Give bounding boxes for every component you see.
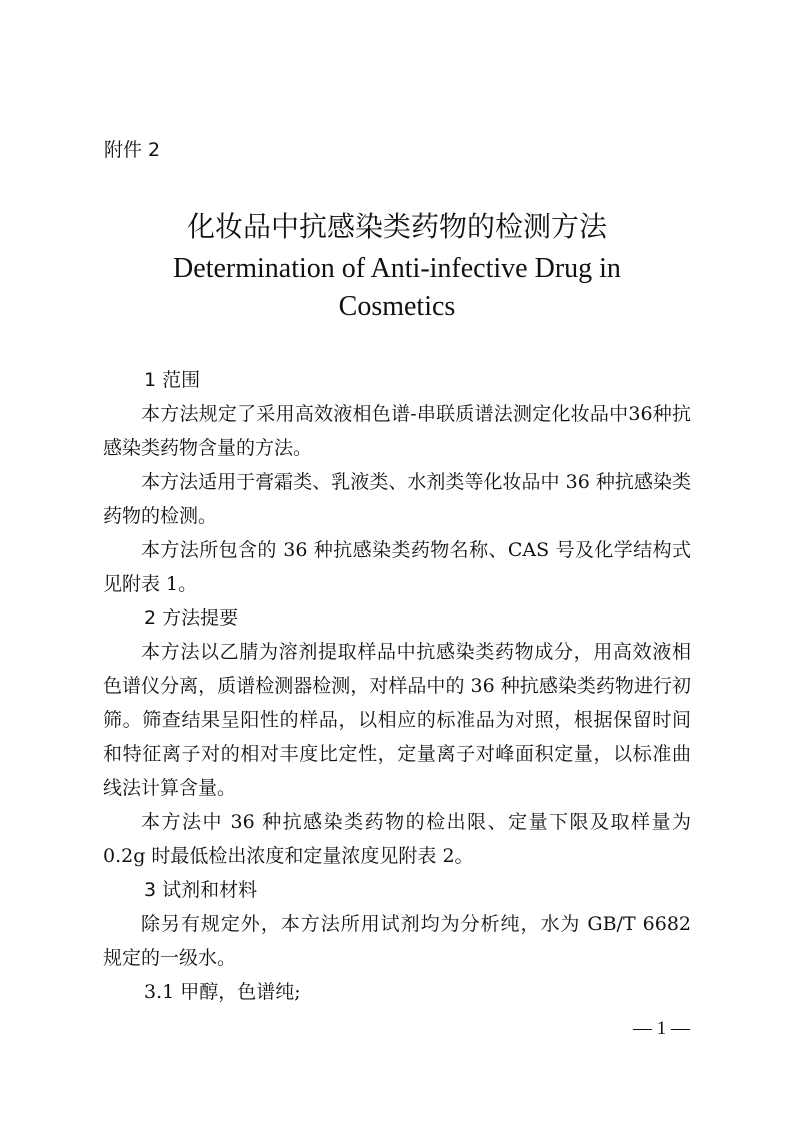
annex-label: 附件 2	[104, 139, 161, 161]
reagents-paragraph-1: 除另有规定外，本方法所用试剂均为分析纯，水为 GB/T 6682 规定的一级水。	[103, 913, 691, 969]
document-title-chinese: 化妆品中抗感染类药物的检测方法	[186, 210, 607, 243]
principle-paragraph-2: 本方法中 36 种抗感染类药物的检出限、定量下限及取样量为 0.2g 时最低检出浓度和定量浓度见附表 2。	[103, 811, 691, 867]
reagent-item-3-1: 3.1 甲醇，色谱纯;	[144, 981, 301, 1003]
scope-paragraph-2: 本方法适用于膏霜类、乳液类、水剂类等化妆品中 36 种抗感染类药物的检测。	[103, 471, 691, 527]
section-heading-scope: 1 范围	[144, 369, 201, 391]
document-body	[103, 363, 691, 1009]
document-title-english: Determination of Anti-infective Drug in Cosmetics	[173, 253, 621, 322]
section-heading-reagents: 3 试剂和材料	[144, 879, 258, 901]
scope-paragraph-1: 本方法规定了采用高效液相色谱-串联质谱法测定化妆品中36种抗感染类药物含量的方法。	[103, 403, 691, 459]
section-heading-principle: 2 方法提要	[144, 607, 239, 629]
principle-paragraph-1: 本方法以乙腈为溶剂提取样品中抗感染类药物成分，用高效液相色谱仪分离，质谱检测器检测，对样品中的 36 种抗感染类药物进行初筛。筛查结果呈阳性的样品，以相应的标准品为对照，根据保留时间和特征离子对的相对丰度比定性，定量离子对峰面积定量，以标准曲线法计算含量。	[103, 641, 691, 799]
page-number: — 1 —	[633, 1018, 690, 1039]
scope-paragraph-3: 本方法所包含的 36 种抗感染类药物名称、CAS 号及化学结构式见附表 1。	[103, 539, 691, 595]
